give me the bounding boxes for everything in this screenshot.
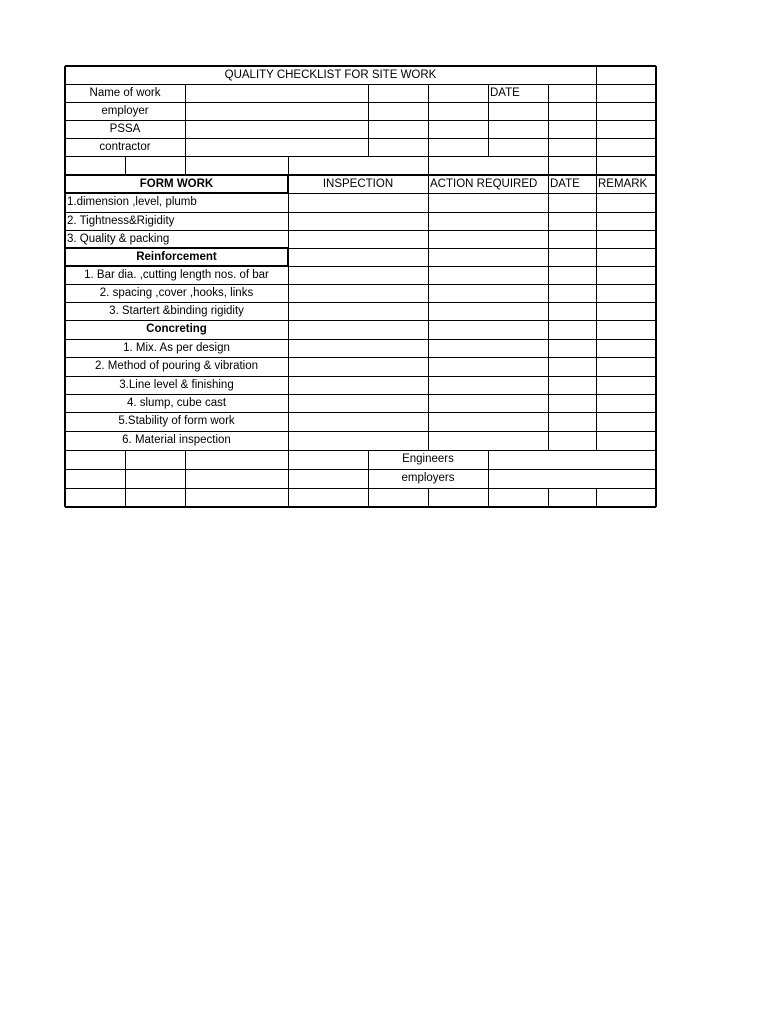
grid-line	[428, 84, 429, 156]
grid-line	[288, 450, 289, 488]
concreting-item: 4. slump, cube cast	[126, 397, 227, 409]
column-header-inspection: INSPECTION	[322, 178, 394, 190]
grid-line	[65, 488, 656, 489]
concreting-item: 5.Stability of form work	[118, 415, 235, 427]
reinforcement-item: 3. Startert &binding rigidity	[109, 305, 244, 317]
grid-line	[596, 84, 597, 156]
grid-line	[596, 156, 597, 175]
grid-line	[548, 488, 549, 507]
grid-line	[125, 450, 126, 488]
grid-line	[428, 488, 429, 507]
grid-line	[548, 175, 549, 450]
grid-line	[596, 175, 597, 450]
grid-line	[655, 66, 657, 507]
document-title: QUALITY CHECKLIST FOR SITE WORK	[224, 69, 437, 81]
reinforcement-item: 1. Bar dia. ,cutting length nos. of bar	[84, 269, 269, 281]
grid-line	[185, 488, 186, 507]
column-header-form-work: FORM WORK	[139, 178, 214, 190]
employer-label: employer	[101, 105, 149, 117]
reinforcement-item: 2. spacing ,cover ,hooks, links	[99, 287, 254, 299]
reinforcement-heading: Reinforcement	[136, 251, 217, 263]
concreting-heading: Concreting	[146, 323, 207, 335]
grid-line	[125, 156, 126, 175]
grid-line	[185, 450, 186, 488]
grid-line	[368, 84, 369, 156]
grid-line	[185, 156, 186, 175]
form-work-item: 1.dimension ,level, plumb	[67, 196, 197, 208]
name-of-work-label: Name of work	[89, 87, 161, 99]
grid-line	[428, 156, 429, 175]
concreting-item: 6. Material inspection	[122, 434, 231, 446]
column-header-date: DATE	[550, 178, 580, 190]
grid-line	[596, 488, 597, 507]
grid-line	[548, 156, 549, 175]
grid-line	[65, 469, 656, 470]
signature-employers-label: employers	[401, 472, 455, 484]
concreting-item: 1. Mix. As per design	[123, 342, 230, 354]
grid-line	[488, 488, 489, 507]
grid-line	[288, 488, 289, 507]
form-work-item: 3. Quality & packing	[67, 233, 170, 245]
signature-engineers-label: Engineers	[402, 453, 454, 465]
grid-line	[65, 506, 656, 508]
grid-line	[368, 488, 369, 507]
grid-line	[288, 156, 289, 175]
grid-line	[125, 488, 126, 507]
column-header-remark: REMARK	[598, 178, 648, 190]
concreting-item: 2. Method of pouring & vibration	[94, 360, 259, 372]
column-header-action-required: ACTION REQUIRED	[430, 178, 538, 190]
pssa-label: PSSA	[109, 123, 141, 135]
grid-line	[428, 175, 429, 450]
contractor-label: contractor	[99, 141, 151, 153]
form-work-item: 2. Tightness&Rigidity	[67, 215, 175, 227]
date-label: DATE	[490, 87, 520, 99]
concreting-item: 3.Line level & finishing	[119, 379, 234, 391]
